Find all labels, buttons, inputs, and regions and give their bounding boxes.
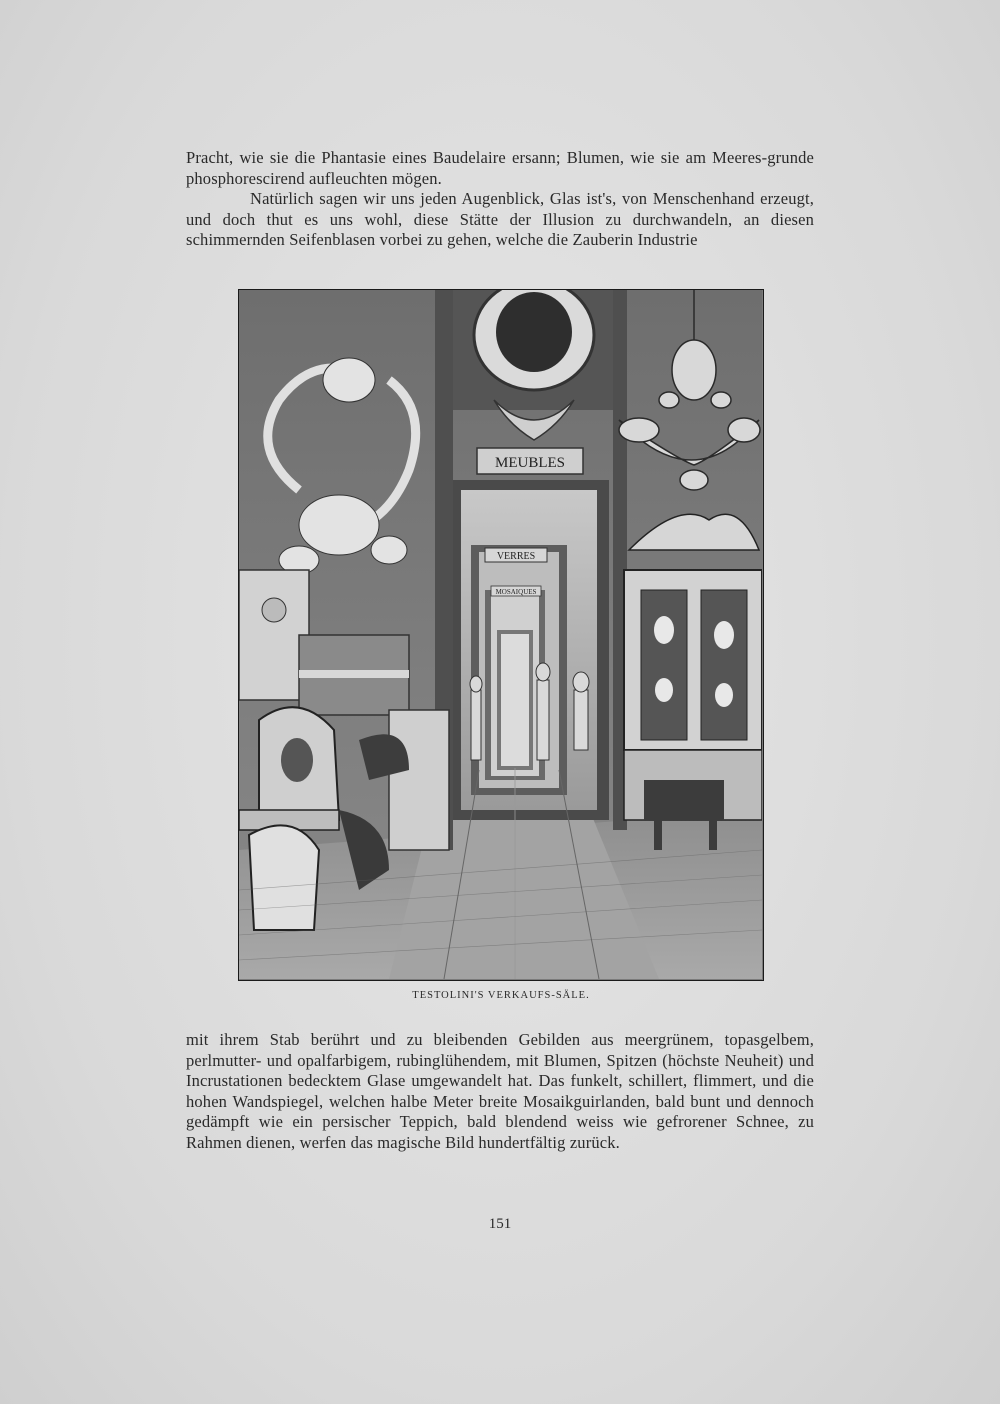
top-text-block bbox=[186, 148, 814, 251]
sign-meubles: MEUBLES bbox=[494, 455, 566, 471]
sign-verres: VERRES bbox=[496, 551, 536, 562]
showroom-engraving bbox=[239, 290, 762, 979]
paragraph-1: Pracht, wie sie die Phantasie eines Baudelaire ersann; Blumen, wie sie am Meeres-grunde phosphorescirend aufleuchten mögen. bbox=[186, 148, 814, 188]
paragraph-2: Natürlich sagen wir uns jeden Augenblick, Glas ist's, von Menschenhand erzeugt, und doch thut es uns wohl, diese Stätte der Illusion zu durchwandeln, an diesen schimmernden Seifenblasen vorbei zu gehen, welche die Zauberin Industrie bbox=[186, 189, 814, 250]
bottom-text-block bbox=[186, 1030, 814, 1154]
figure-caption: TESTOLINI'S VERKAUFS-SÄLE. bbox=[412, 990, 590, 1001]
illustration bbox=[238, 289, 764, 981]
sign-mosaiques: MOSAIQUES bbox=[495, 588, 537, 596]
paragraph-3: mit ihrem Stab berührt und zu bleibenden Gebilden aus meergrünem, topasgelbem, perlmutter- und opalfarbigem, rubinglühendem, mit Blumen, Spitzen (höchste Neuheit) und Incrustationen bedecktem Glase umgewandelt hat. Das funkelt, schillert, flimmert, und die hohen Wandspiegel, welchen halbe Meter breite Mosaikguirlanden, bald bunt und dennoch gedämpft wie ein persischer Teppich, bald blendend weiss wie gefrorener Schnee, zu Rahmen dienen, werfen das magische Bild hundertfältig zurück. bbox=[186, 1030, 814, 1152]
page-number: 151 bbox=[488, 1216, 512, 1232]
